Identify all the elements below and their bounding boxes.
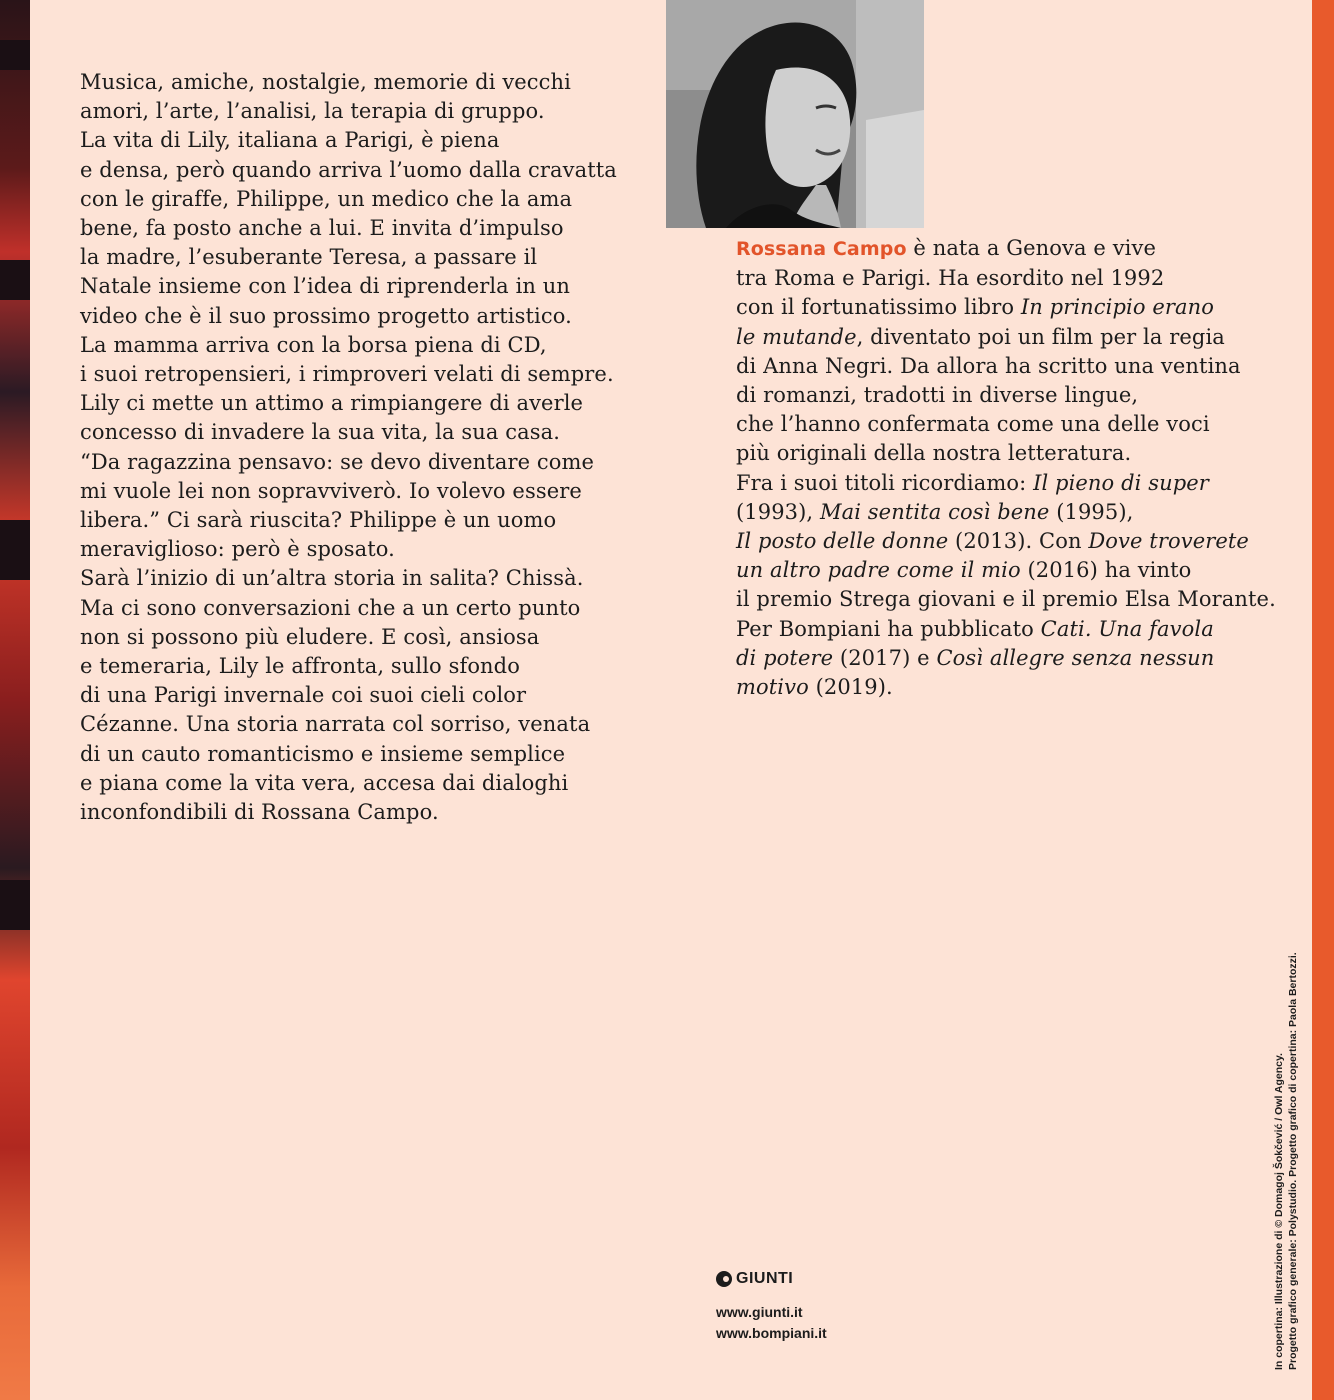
author-photo: [666, 0, 924, 228]
synopsis-line: inconfondibili di Rossana Campo.: [80, 800, 439, 825]
synopsis-line: libera.” Ci sarà riuscita? Philippe è un uomo: [80, 508, 557, 533]
publisher-block: [716, 1270, 827, 1344]
synopsis-line: “Da ragazzina pensavo: se devo diventare come: [80, 449, 595, 474]
synopsis-line: Sarà l’inizio di un’altra storia in salita? Chissà.: [80, 566, 584, 591]
synopsis-line: concesso di invadere la sua vita, la sua casa.: [80, 420, 561, 445]
synopsis-line: di una Parigi invernale coi suoi cieli color: [80, 683, 527, 708]
url-bompiani[interactable]: www.bompiani.it: [716, 1325, 827, 1341]
synopsis-line: mi vuole lei non sopravviverò. Io volevo essere: [80, 478, 582, 503]
synopsis-line: video che è il suo prossimo progetto artistico.: [80, 303, 572, 328]
synopsis-text: [80, 68, 617, 827]
synopsis-line: La mamma arriva con la borsa piena di CD,: [80, 332, 547, 357]
synopsis-line: Musica, amiche, nostalgie, memorie di vecchi: [80, 70, 571, 94]
url-giunti[interactable]: www.giunti.it: [716, 1304, 803, 1320]
synopsis-line: amori, l’arte, l’analisi, la terapia di gruppo.: [80, 99, 545, 124]
synopsis-line: e piana come la vita vera, accesa dai dialoghi: [80, 770, 569, 795]
synopsis-line: Lily ci mette un attimo a rimpiangere di averle: [80, 391, 584, 416]
cover-credits: In copertina: Illustrazione di © Domagoj Šokčević / Owl Agency. Progetto grafico generale: Polystudio. Progetto grafico di copertina: Paola Bertozzi.: [1273, 952, 1299, 1370]
synopsis-line: La vita di Lily, italiana a Parigi, è piena: [80, 128, 500, 153]
synopsis-line: la madre, l’esuberante Teresa, a passare il: [80, 245, 538, 270]
giunti-logo: GIUNTI: [716, 1270, 827, 1288]
author-bio: Rossana Campo è nata a Genova e vive tra Roma e Parigi. Ha esordito nel 1992 con il fortunatissimo libro In principio erano le mutande, diventato poi un film per la regia di Anna Negri. Da allora ha scritto una ventina di romanzi, tradotti in diverse lingue, che l’hanno confermata come una delle voci più originali della nostra letteratura. Fra i suoi titoli ricordiamo: Il pieno di super (1993), Mai sentita così bene (1995), Il posto delle donne (2013). Con Dove troverete un altro padre come il mio (2016) ha vinto il premio Strega giovani e il premio Elsa Morante. Per Bompiani ha pubblicato Cati. Una favola di potere (2017) e Così allegre senza nessun motivo (2019).: [736, 236, 1276, 700]
synopsis-line: non si possono più eludere. E così, ansiosa: [80, 624, 540, 649]
synopsis-line: e densa, però quando arriva l’uomo dalla cravatta: [80, 157, 617, 182]
synopsis-line: di un cauto romanticismo e insieme semplice: [80, 741, 566, 766]
spine-strip: [1312, 0, 1334, 1400]
synopsis-line: meraviglioso: però è sposato.: [80, 537, 395, 562]
giunti-logo-icon: [716, 1271, 732, 1287]
synopsis-line: i suoi retropensieri, i rimproveri velati di sempre.: [80, 362, 614, 387]
cover-art-edge: [0, 0, 30, 1400]
synopsis-line: Natale insieme con l’idea di riprenderla in un: [80, 274, 571, 299]
synopsis-line: e temeraria, Lily le affronta, sullo sfondo: [80, 654, 520, 679]
synopsis-line: con le giraffe, Philippe, un medico che la ama: [80, 186, 573, 211]
synopsis-line: Cézanne. Una storia narrata col sorriso, venata: [80, 712, 591, 737]
synopsis-line: bene, fa posto anche a lui. E invita d’impulso: [80, 216, 564, 241]
synopsis-line: Ma ci sono conversazioni che a un certo punto: [80, 595, 581, 620]
author-name: Rossana Campo: [736, 238, 907, 260]
